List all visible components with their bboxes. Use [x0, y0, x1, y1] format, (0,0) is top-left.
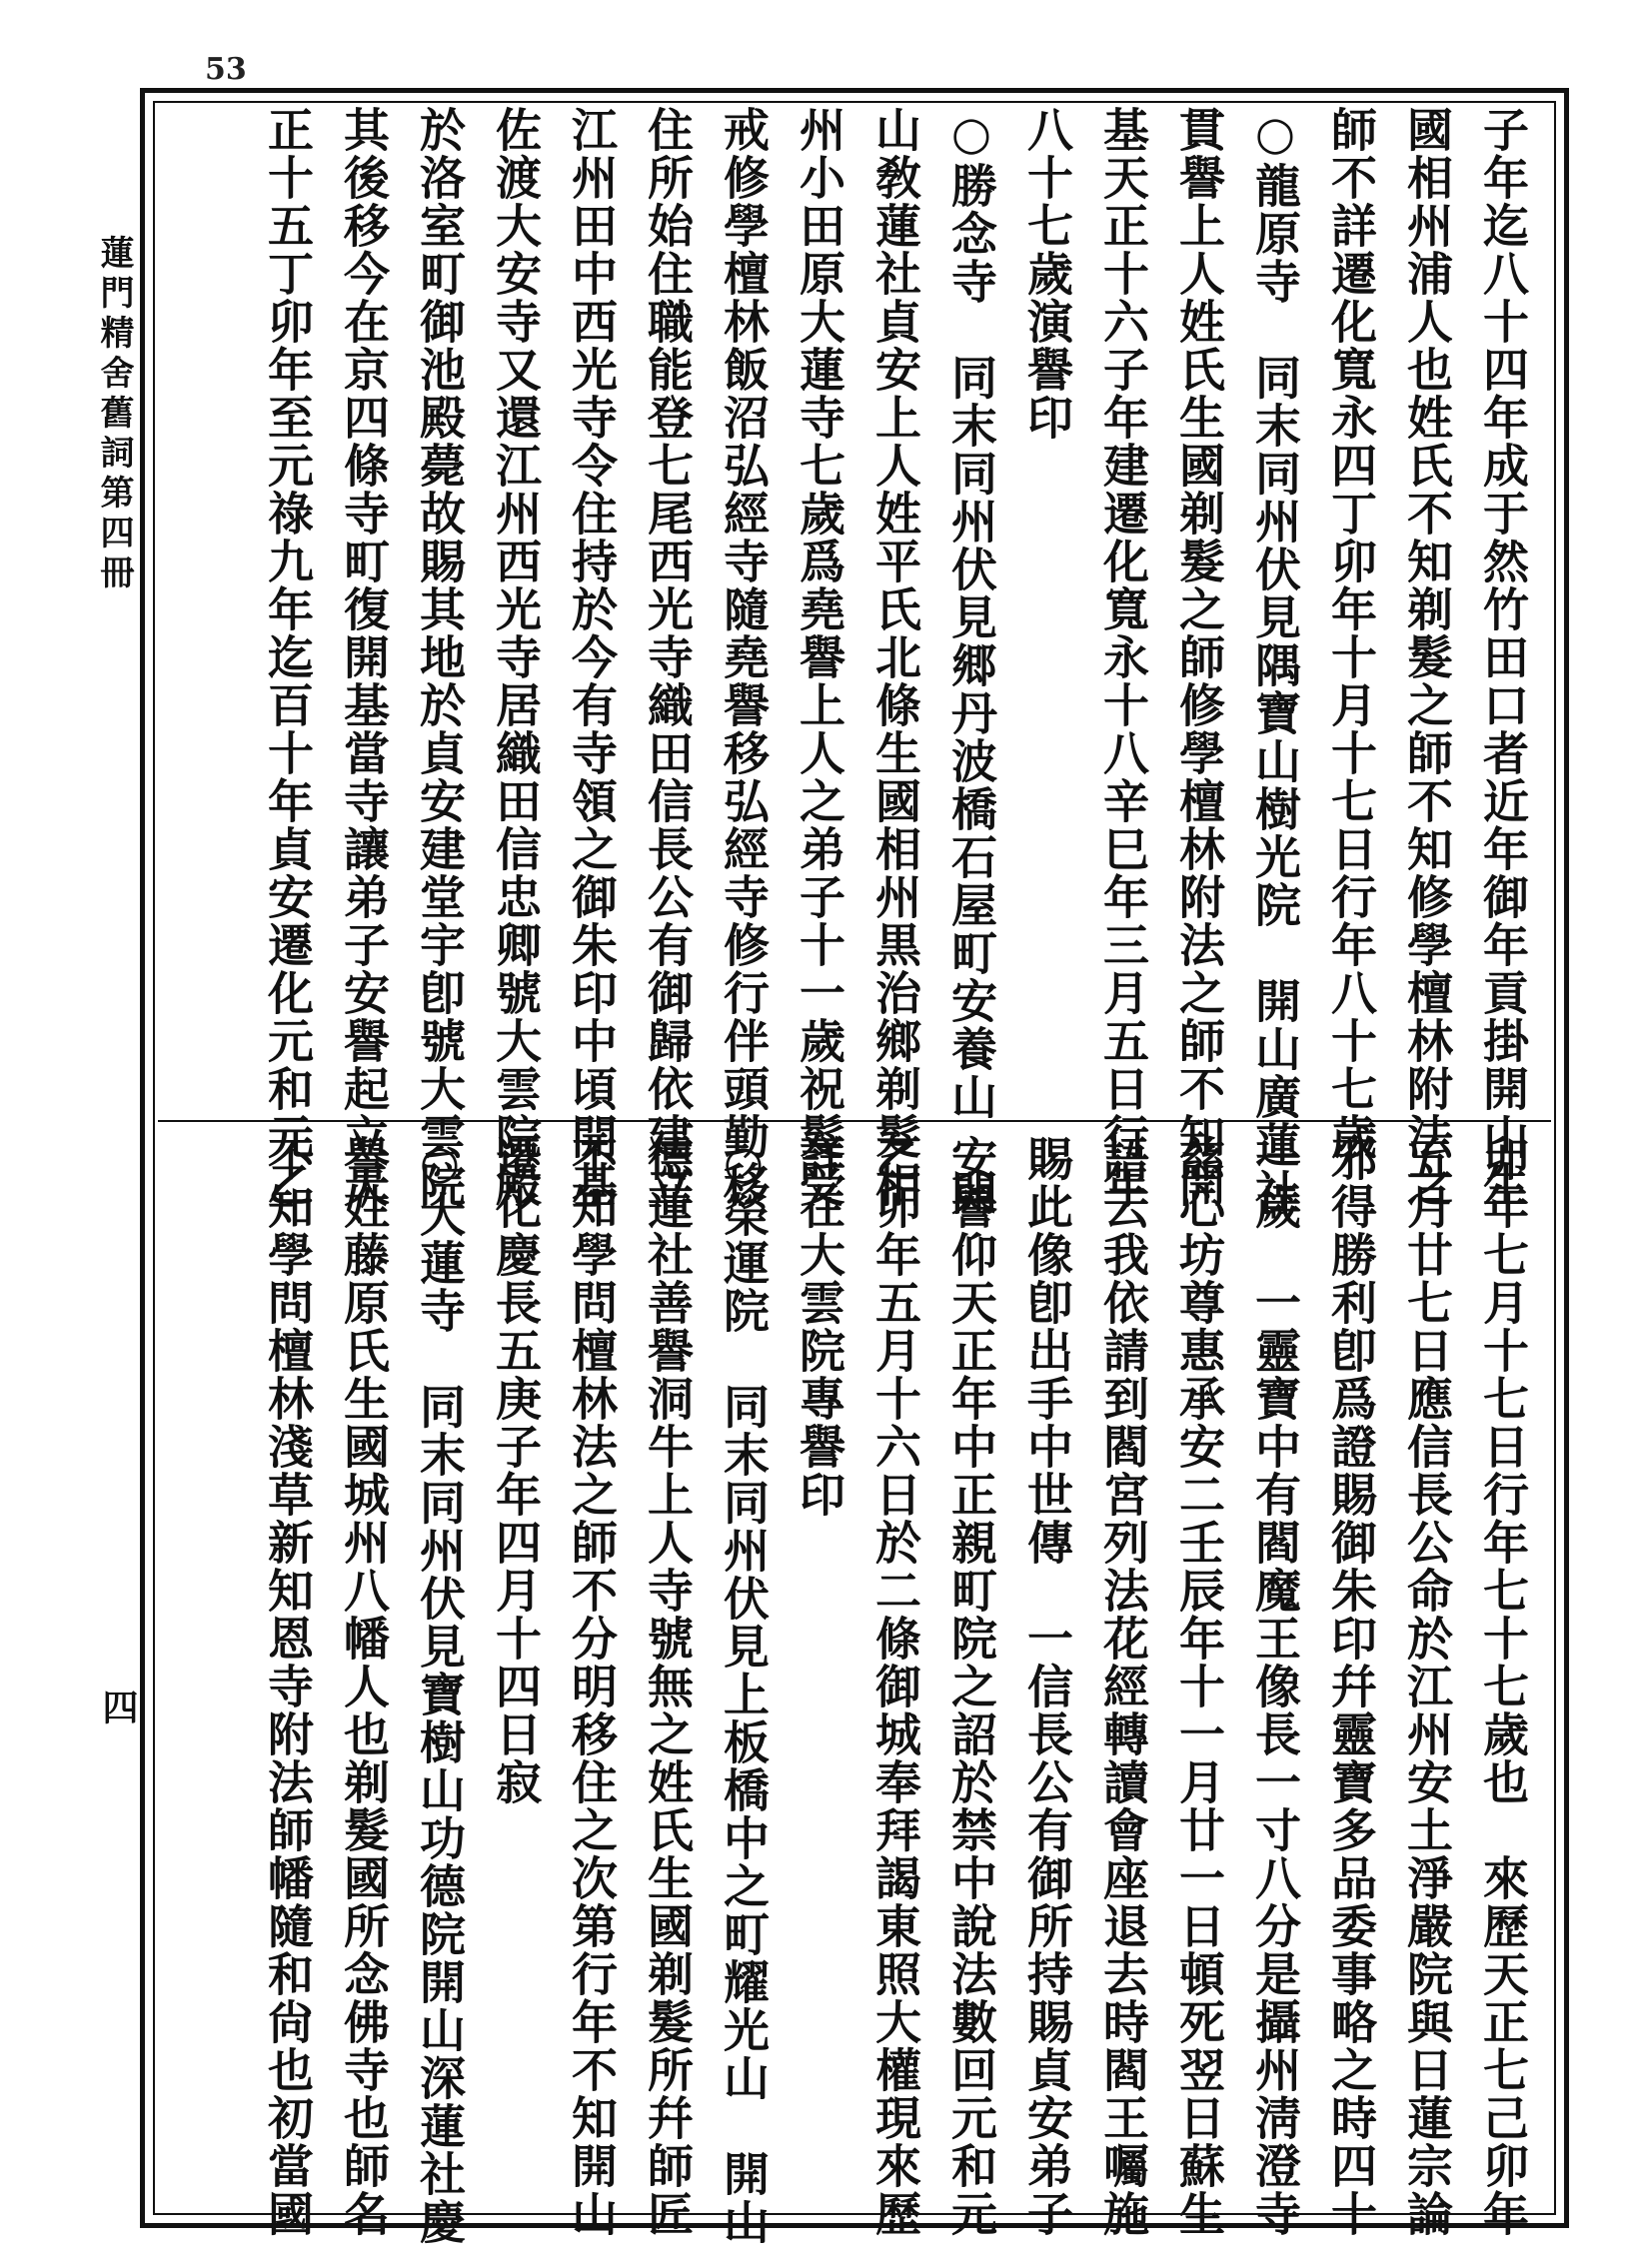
text-column: 戒修學檀林飯沼弘經寺隨堯譽移弘經寺修行伴頭勤移 [717, 106, 771, 1209]
text-column: 國相州浦人也姓氏不知剃髮之師不知修學檀林附法之 [1400, 106, 1454, 1209]
text-column: 不知學問檀林淺草新知恩寺附法師幡隨和尙也初當國 [261, 1135, 315, 2238]
text-column: 德蓮社善譽洞牛上人寺號無之姓氏生國剃髮所幷師匠 [641, 1135, 695, 2238]
volume-side-label: 四 [97, 1689, 138, 1724]
text-column: 八十七歲演譽印 [1020, 106, 1074, 442]
text-column: 慈心坊尊惠承安二壬辰年十一月廿一日頓死翌日蘇生 [1172, 1135, 1226, 2238]
text-column: 於洛室町御池殿薨故賜其地於貞安建堂宇卽號大雲院 [413, 106, 467, 1209]
register-divider [158, 1120, 1551, 1122]
text-column: 正十五丁卯年至元祿九年迄百十年貞安遷化元和元乙 [261, 106, 315, 1209]
text-column: 基天正十六子年建遷化寬永十八辛巳年三月五日行年 [1096, 106, 1150, 1209]
text-column: 賜此像卽出手中世傳 一信長公有御所持賜貞安弟子 [1020, 1135, 1074, 2238]
page-number: 53 [205, 52, 247, 87]
text-column: 州小田原大蓮寺七歲爲堯譽上人之弟子十一歲祝髮受 [793, 106, 846, 1209]
text-column: 乙卯年五月十六日於二條御城奉拜謁東照大權現來歷 [868, 1135, 922, 2238]
text-column: 貫譽上人姓氏生國剃髮之師修學檀林附法之師不知開 [1172, 106, 1226, 1209]
text-column: 一歲 一靈寶中有閻魔王像長一寸八分是攝州淸澄寺 [1248, 1135, 1302, 2238]
text-column: 邪得勝利卽爲證賜御朱印幷靈寶多品委事略之時四十 [1324, 1135, 1378, 2238]
upper-register [158, 106, 1551, 1217]
text-column: 譽姓藤原氏生國城州八幡人也剃髮國所念佛寺也師名 [337, 1135, 391, 2238]
lower-register [158, 1135, 1551, 2246]
text-column: 其後移今在京四條寺町復開基當寺讓弟子安譽起立天 [337, 106, 391, 1209]
text-column: 師不詳遷化寬永四丁卯年十月十七日行年八十七歲 [1324, 106, 1378, 1161]
text-column: 佐渡大安寺又還江州西光寺居織田信忠卿號大雲院殿 [489, 106, 543, 1209]
text-column: 卯年七月十七日行年七十七歲也 來歷天正七己卯年 [1476, 1135, 1530, 2238]
text-column: ○勝念寺 同末同州伏見郷丹波橋石屋町安養山 開 [944, 106, 998, 1217]
text-column: ○大蓮寺 同末同州伏見寶樹山功德院開山深蓮社慶 [413, 1135, 467, 2246]
text-column: 遷化慶長五庚子年四月十四日寂 [489, 1135, 543, 1806]
text-column: 不知學問檀林法之師不分明移住之次第行年不知開山 [565, 1135, 619, 2238]
running-title: 蓮門精舍舊詞第四冊 [94, 235, 134, 594]
text-column: 安譽仰天正年中正親町院之詔於禁中說法數回元和元 [944, 1135, 998, 2238]
text-column: 子年迄八十四年成于然竹田口者近年御年貢掛開山生 [1476, 106, 1530, 1209]
text-column: 住所始住職能登七尾西光寺織田信長公有御歸依建立 [641, 106, 695, 1209]
text-column: 語云我依請到閻宮列法花經轉讀會座退去時閻王囑施 [1096, 1135, 1150, 2238]
text-column: 山敎蓮社貞安上人姓平氏北條生國相州黒治鄉剃髮相 [868, 106, 922, 1209]
text-column: ○榮運院 同末同州伏見上板橋中之町耀光山 開山 [717, 1135, 771, 2246]
text-column: 詳在大雲院專譽印 [793, 1135, 846, 1519]
text-column: 五月廿七日應信長公命於江州安土淨嚴院與日蓮宗論 [1400, 1135, 1454, 2238]
text-column: 江州田中西光寺令住持於今有寺領之御朱印中頃開基 [565, 106, 619, 1209]
text-column: ○龍原寺 同末同州伏見隅寶山樹光院 開山廣蓮社 [1248, 106, 1302, 1217]
